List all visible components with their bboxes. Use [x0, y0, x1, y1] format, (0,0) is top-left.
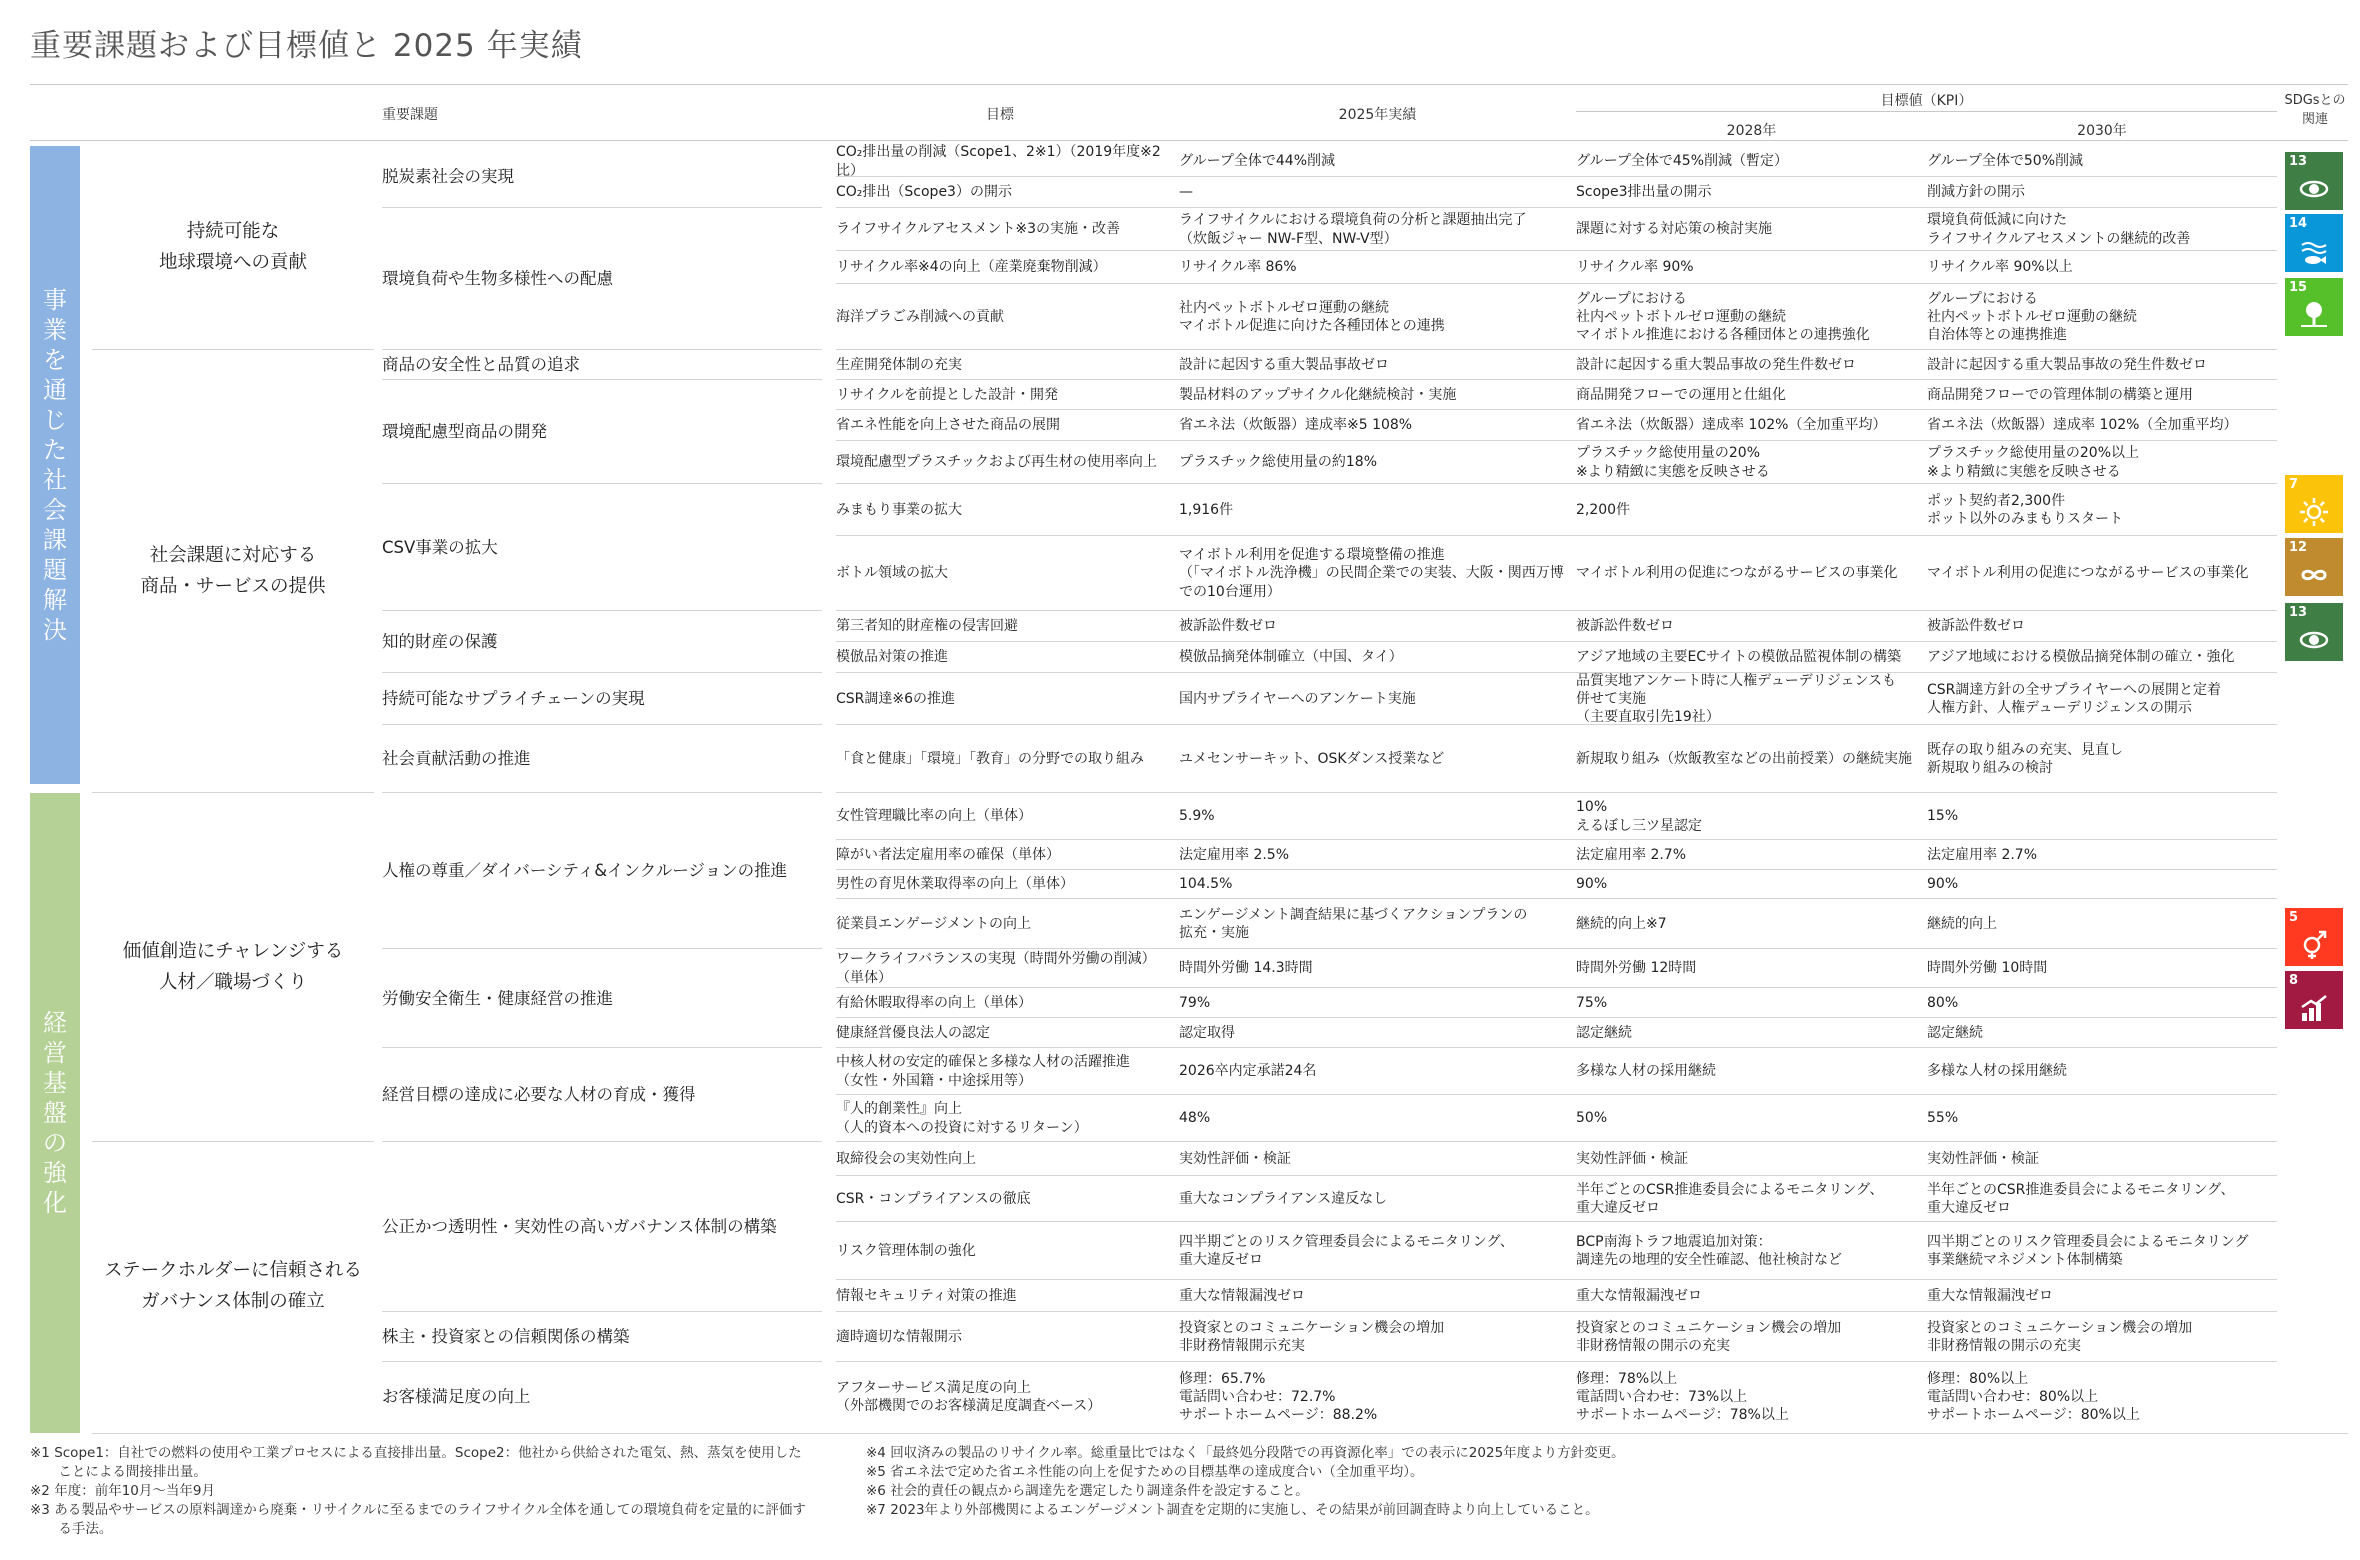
row-divider — [836, 948, 2277, 949]
kpi-2028-cell: 2,200件 — [1576, 501, 1631, 518]
goal-cell: 模倣品対策の推進 — [836, 649, 948, 666]
table-row — [836, 350, 2348, 380]
goal-cell: ライフサイクルアセスメント※3の実施・改善 — [836, 221, 1120, 238]
actual-2025-cell: プラスチック総使用量の約18% — [1179, 454, 1377, 471]
kpi-2030-cell: 投資家とのコミュニケーション機会の増加 非財務情報の開示の充実 — [1927, 1319, 2193, 1354]
table-row — [836, 484, 2348, 536]
issue-divider — [382, 948, 822, 949]
kpi-2028-cell: プラスチック総使用量の20% ※より精緻に実態を反映させる — [1576, 445, 1770, 480]
actual-2025-cell: 認定取得 — [1179, 1024, 1235, 1041]
actual-2025-cell: ライフサイクルにおける環境負荷の分析と課題抽出完了 （炊飯ジャー NW-F型、NW-V型） — [1179, 212, 1527, 247]
goal-cell: 省エネ性能を向上させた商品の展開 — [836, 417, 1060, 434]
goal-cell: CSR調達※6の推進 — [836, 690, 956, 707]
kpi-2030-cell: 被訴訟件数ゼロ — [1927, 618, 2025, 635]
issue-label: 株主・投資家との信頼関係の構築 — [382, 1327, 630, 1347]
goal-cell: リスク管理体制の強化 — [836, 1242, 976, 1259]
table-row — [836, 949, 2348, 988]
row-divider — [836, 176, 2277, 177]
table-row — [836, 1362, 2348, 1432]
header-sdgs: SDGsとの 関連 — [2284, 93, 2346, 127]
goal-cell: リサイクルを前提とした設計・開発 — [836, 386, 1059, 403]
table-row — [836, 1142, 2348, 1176]
issue-label: 環境負荷や生物多様性への配慮 — [382, 269, 613, 289]
category-divider — [92, 349, 374, 350]
row-divider — [836, 672, 2277, 673]
issue-label: CSV事業の拡大 — [382, 537, 498, 557]
kpi-2030-cell: 既存の取り組みの充実、見直し 新規取り組みの検討 — [1927, 741, 2123, 776]
kpi-2028-cell: 品質実地アンケート時に人権デューデリジェンスも 併せて実施 （主要直取引先19社） — [1576, 672, 1897, 726]
table-row — [836, 673, 2348, 725]
kpi-2028-cell: 省エネ法（炊飯器）達成率 102%（全加重平均） — [1576, 417, 1887, 434]
kpi-2028-cell: 10% えるぼし三ツ星認定 — [1576, 799, 1702, 834]
category-divider — [92, 1141, 374, 1142]
row-divider — [836, 1361, 2277, 1362]
row-divider — [836, 207, 2277, 208]
row-divider — [836, 1141, 2277, 1142]
table-row — [836, 725, 2348, 793]
actual-2025-cell: 法定雇用率 2.5% — [1179, 846, 1290, 863]
category-label: 持続可能な 地球環境への貢献 — [158, 221, 307, 273]
table-row — [836, 1048, 2348, 1095]
footnotes-left — [30, 1444, 810, 1538]
row-divider — [836, 898, 2277, 899]
table-row — [836, 988, 2348, 1018]
kpi-2030-cell: CSR調達方針の全サプライヤーへの展開と定着 人権方針、人権デューデリジェンスの開示 — [1927, 681, 2221, 716]
kpi-2030-cell: 多様な人材の採用継続 — [1927, 1063, 2067, 1080]
actual-2025-cell: 投資家とのコミュニケーション機会の増加 非財務情報開示充実 — [1179, 1319, 1445, 1354]
kpi-2028-cell: 課題に対する対応策の検討実施 — [1576, 221, 1772, 238]
sdg-goal-13-icon — [2285, 152, 2343, 210]
goal-cell: 生産開発体制の充実 — [836, 356, 962, 373]
actual-2025-cell: 四半期ごとのリスク管理委員会によるモニタリング、 重大違反ゼロ — [1179, 1233, 1514, 1268]
goal-cell: 健康経営優良法人の認定 — [836, 1024, 990, 1041]
kpi-2028-cell: 投資家とのコミュニケーション機会の増加 非財務情報の開示の充実 — [1576, 1319, 1842, 1354]
actual-2025-cell: 時間外労働 14.3時間 — [1179, 960, 1313, 977]
kpi-2028-cell: 90% — [1576, 876, 1608, 893]
table-row — [836, 1095, 2348, 1142]
sdg-goal-5-icon — [2285, 908, 2343, 966]
kpi-2030-cell: リサイクル率 90%以上 — [1927, 259, 2073, 276]
table-row — [836, 284, 2348, 350]
footnote: ※5 省エネ法で定めた省エネ性能の向上を促すための目標基準の達成度合い（全加重平均）。 — [866, 1463, 1424, 1480]
table-row — [836, 1280, 2348, 1312]
table-row — [836, 793, 2348, 840]
kpi-2028-cell: 認定継続 — [1576, 1024, 1632, 1041]
goal-cell: 障がい者法定雇用率の確保（単体） — [836, 846, 1060, 863]
issue-divider — [382, 207, 822, 208]
table-row — [836, 1018, 2348, 1048]
actual-2025-cell: 国内サプライヤーへのアンケート実施 — [1179, 690, 1416, 707]
sdg-number: 15 — [2289, 280, 2308, 295]
kpi-2030-cell: グループにおける 社内ペットボトルゼロ運動の継続 自治体等との連携推進 — [1927, 290, 2137, 344]
row-divider — [836, 409, 2277, 410]
actual-2025-cell: 重大なコンプライアンス違反なし — [1179, 1190, 1388, 1207]
header-goal: 目標 — [986, 107, 1014, 123]
kpi-2030-cell: 四半期ごとのリスク管理委員会によるモニタリング 事業継続マネジメント体制構築 — [1927, 1233, 2249, 1268]
goal-cell: 『人的創業性』向上 （人的資本への投資に対するリターン） — [836, 1101, 1088, 1136]
row-divider — [836, 1047, 2277, 1048]
issue-divider — [382, 1141, 822, 1142]
sdg-number: 5 — [2289, 910, 2299, 925]
kpi-2028-cell: 50% — [1576, 1110, 1608, 1127]
goal-cell: ワークライフバランスの実現（時間外労働の削減） （単体） — [836, 951, 1156, 986]
actual-2025-cell: 被訴訟件数ゼロ — [1179, 618, 1277, 635]
actual-2025-cell: 5.9% — [1179, 808, 1215, 825]
section-management-foundation — [30, 793, 80, 1433]
goal-cell: CO₂排出量の削減（Scope1、2※1）（2019年度※2比） — [836, 144, 1161, 179]
sdg-number: 8 — [2289, 973, 2299, 988]
kpi-2030-cell: 法定雇用率 2.7% — [1927, 846, 2038, 863]
actual-2025-cell: グループ全体で44%削減 — [1179, 153, 1335, 170]
kpi-2030-cell: 修理：80%以上 電話問い合わせ：80%以上 サポートホームページ：80%以上 — [1927, 1370, 2140, 1424]
sdg-goal-8-icon — [2285, 971, 2343, 1029]
goal-cell: 男性の育児休業取得率の向上（単体） — [836, 876, 1074, 893]
table-row — [836, 1312, 2348, 1362]
row-divider — [836, 1279, 2277, 1280]
kpi-2030-cell: 半年ごとのCSR推進委員会によるモニタリング、 重大違反ゼロ — [1927, 1181, 2235, 1216]
section-label: 事業を通じた社会課題解決 — [43, 286, 69, 644]
top-rule — [30, 84, 2348, 85]
kpi-2030-cell: アジア地域における模倣品摘発体制の確立・強化 — [1927, 649, 2235, 666]
kpi-2028-cell: 多様な人材の採用継続 — [1576, 1063, 1716, 1080]
category-divider — [92, 792, 374, 793]
row-divider — [836, 641, 2277, 642]
sdg-goal-7-icon — [2285, 475, 2343, 533]
kpi-2028-cell: マイボトル利用の促進につながるサービスの事業化 — [1576, 565, 1898, 582]
category-label: 社会課題に対応する 商品・サービスの提供 — [140, 544, 326, 597]
header-2030: 2030年 — [2077, 123, 2127, 139]
issue-label: 公正かつ透明性・実効性の高いガバナンス体制の構築 — [382, 1217, 777, 1237]
kpi-2030-cell: ポット契約者2,300件 ポット以外のみまもりスタート — [1927, 492, 2123, 527]
actual-2025-cell: ユメセンサーキット、OSKダンス授業など — [1179, 750, 1445, 767]
kpi-2030-cell: 90% — [1927, 876, 1959, 893]
issue-label: 人権の尊重／ダイバーシティ&インクルージョンの推進 — [382, 861, 788, 881]
row-divider — [836, 610, 2277, 611]
goal-cell: 女性管理職比率の向上（単体） — [836, 808, 1032, 825]
section-social-issues — [30, 146, 80, 784]
footnote: ※3 ある製品やサービスの原料調達から廃棄・リサイクルに至るまでのライフサイクル全体を通しての環境負荷を定量的に評価する手法。 — [30, 1501, 806, 1537]
sdg-number: 14 — [2289, 216, 2308, 231]
issue-label: 持続可能なサプライチェーンの実現 — [382, 689, 645, 709]
table-row — [836, 251, 2348, 284]
issue-divider — [382, 349, 822, 350]
kpi-2028-cell: 75% — [1576, 994, 1608, 1011]
table-row — [836, 536, 2348, 611]
table-row — [836, 441, 2348, 484]
table-row — [836, 899, 2348, 949]
row-divider — [836, 535, 2277, 536]
footnote: ※1 Scope1：自社での燃料の使用や工業プロセスによる直接排出量。Scope2：他社から供給された電気、熱、蒸気を使用したことによる間接排出量。 — [30, 1445, 802, 1480]
actual-2025-cell: 48% — [1179, 1110, 1211, 1127]
kpi-2028-cell: 法定雇用率 2.7% — [1576, 846, 1687, 863]
goal-cell: 適時適切な情報開示 — [836, 1328, 962, 1345]
kpi-2030-cell: 55% — [1927, 1110, 1959, 1127]
footnote: ※2 年度：前年10月～当年9月 — [30, 1482, 215, 1499]
table-row — [836, 1222, 2348, 1280]
issue-label: 脱炭素社会の実現 — [382, 167, 514, 187]
table-bottom-rule — [92, 1433, 2348, 1434]
issue-label: お客様満足度の向上 — [382, 1387, 531, 1407]
kpi-2030-cell: 認定継続 — [1927, 1024, 1983, 1041]
kpi-2030-cell: 15% — [1927, 808, 1959, 825]
sdg-number: 12 — [2289, 540, 2308, 555]
table-row — [836, 611, 2348, 642]
table-row — [836, 380, 2348, 410]
kpi-2030-cell: 継続的向上 — [1927, 915, 1997, 932]
kpi-2028-cell: 新規取り組み（炊飯教室などの出前授業）の継続実施 — [1576, 750, 1912, 767]
issue-divider — [382, 1311, 822, 1312]
kpi-2030-cell: マイボトル利用の促進につながるサービスの事業化 — [1927, 565, 2249, 582]
row-divider — [836, 792, 2277, 793]
row-divider — [836, 724, 2277, 725]
section-label: 経営基盤の強化 — [43, 1009, 69, 1217]
kpi-2028-cell: リサイクル率 90% — [1576, 259, 1694, 276]
issue-divider — [382, 483, 822, 484]
row-divider — [836, 379, 2277, 380]
goal-cell: 中核人材の安定的確保と多様な人材の活躍推進 （女性・外国籍・中途採用等） — [836, 1054, 1130, 1089]
goal-cell: 環境配慮型プラスチックおよび再生材の使用率向上 — [836, 454, 1157, 471]
actual-2025-cell: 設計に起因する重大製品事故ゼロ — [1179, 356, 1389, 373]
header-issue: 重要課題 — [382, 107, 438, 123]
goal-cell: みまもり事業の拡大 — [836, 501, 962, 518]
table-row — [836, 208, 2348, 251]
table-row — [836, 642, 2348, 673]
goal-cell: 取締役会の実効性向上 — [836, 1150, 976, 1167]
table-row — [836, 410, 2348, 441]
row-divider — [836, 283, 2277, 284]
goal-cell: 「食と健康」「環境」「教育」の分野での取り組み — [836, 750, 1144, 767]
header-bottom-rule — [30, 140, 2348, 141]
issue-divider — [382, 724, 822, 725]
actual-2025-cell: 修理：65.7% 電話問い合わせ：72.7% サポートホームページ：88.2% — [1179, 1370, 1378, 1424]
goal-cell: CO₂排出（Scope3）の開示 — [836, 184, 1012, 201]
row-divider — [836, 869, 2277, 870]
kpi-2028-cell: 設計に起因する重大製品事故の発生件数ゼロ — [1576, 356, 1856, 373]
actual-2025-cell: マイボトル利用を促進する環境整備の推進 （「マイボトル洗浄機」の民間企業での実装、大阪・関西万博 での10台運用） — [1179, 547, 1564, 600]
issue-divider — [382, 1047, 822, 1048]
goal-cell: 海洋プラごみ削減への貢献 — [836, 308, 1004, 325]
issue-label: 商品の安全性と品質の追求 — [382, 355, 580, 375]
kpi-2030-cell: 環境負荷低減に向けた ライフサイクルアセスメントの継続的改善 — [1927, 212, 2191, 247]
issue-label: 経営目標の達成に必要な人材の育成・獲得 — [382, 1085, 696, 1105]
actual-2025-cell: 実効性評価・検証 — [1179, 1150, 1291, 1167]
kpi-2028-cell: 実効性評価・検証 — [1576, 1150, 1688, 1167]
kpi-2028-cell: 被訴訟件数ゼロ — [1576, 618, 1674, 635]
actual-2025-cell: 1,916件 — [1179, 501, 1234, 518]
sdg-goal-15-icon — [2285, 278, 2343, 336]
kpi-2028-cell: 重大な情報漏洩ゼロ — [1576, 1287, 1702, 1304]
kpi-2030-cell: 時間外労働 10時間 — [1927, 960, 2048, 977]
footnote: ※6 社会的責任の観点から調達先を選定したり調達条件を設定すること。 — [866, 1482, 1309, 1499]
kpi-2028-cell: 時間外労働 12時間 — [1576, 960, 1697, 977]
kpi-2030-cell: 重大な情報漏洩ゼロ — [1927, 1287, 2053, 1304]
sdg-number: 7 — [2289, 477, 2299, 492]
actual-2025-cell: エンゲージメント調査結果に基づくアクションプランの 拡充・実施 — [1179, 906, 1528, 941]
kpi-rule — [1576, 111, 2277, 112]
kpi-2028-cell: 修理：78%以上 電話問い合わせ：73%以上 サポートホームページ：78%以上 — [1576, 1370, 1789, 1424]
kpi-2028-cell: アジア地域の主要ECサイトの模倣品監視体制の構築 — [1576, 649, 1902, 666]
footnote: ※7 2023年より外部機関によるエンゲージメント調査を定期的に実施し、その結果が前回調査時より向上していること。 — [866, 1501, 1599, 1518]
kpi-2030-cell: 80% — [1927, 994, 1959, 1011]
row-divider — [836, 839, 2277, 840]
kpi-2028-cell: 継続的向上※7 — [1576, 915, 1667, 932]
row-divider — [836, 1017, 2277, 1018]
table-row — [836, 177, 2348, 208]
row-divider — [836, 1221, 2277, 1222]
issue-divider — [382, 610, 822, 611]
issue-label: 労働安全衛生・健康経営の推進 — [382, 988, 613, 1008]
row-divider — [836, 1175, 2277, 1176]
row-divider — [836, 483, 2277, 484]
category-label: ステークホルダーに信頼される ガバナンス体制の確立 — [104, 1260, 362, 1312]
sdg-goal-13-icon — [2285, 603, 2343, 661]
kpi-2028-cell: 半年ごとのCSR推進委員会によるモニタリング、 重大違反ゼロ — [1576, 1181, 1884, 1216]
table-row — [836, 870, 2348, 899]
issue-divider — [382, 379, 822, 380]
header-2028: 2028年 — [1726, 123, 1777, 139]
kpi-2030-cell: 実効性評価・検証 — [1927, 1150, 2039, 1167]
category-label: 価値創造にチャレンジする 人材／職場づくり — [122, 940, 344, 993]
kpi-2030-cell: プラスチック総使用量の20%以上 ※より精緻に実態を反映させる — [1927, 445, 2139, 480]
goal-cell: 従業員エンゲージメントの向上 — [836, 915, 1032, 932]
actual-2025-cell: 省エネ法（炊飯器）達成率※5 108% — [1179, 417, 1413, 434]
issue-divider — [382, 792, 822, 793]
issue-label: 知的財産の保護 — [382, 632, 498, 652]
actual-2025-cell: 79% — [1179, 994, 1211, 1011]
actual-2025-cell: 模倣品摘発体制確立（中国、タイ） — [1179, 649, 1403, 666]
kpi-2028-cell: グループにおける 社内ペットボトルゼロ運動の継続 マイボトル推進における各種団体との連携強化 — [1576, 290, 1870, 344]
row-divider — [836, 1094, 2277, 1095]
issue-label: 環境配慮型商品の開発 — [382, 422, 547, 442]
goal-cell: ボトル領域の拡大 — [836, 565, 948, 582]
kpi-2028-cell: 商品開発フローでの運用と仕組化 — [1576, 386, 1786, 403]
actual-2025-cell: 104.5% — [1179, 876, 1233, 893]
kpi-2030-cell: 省エネ法（炊飯器）達成率 102%（全加重平均） — [1927, 417, 2238, 434]
table-row — [836, 146, 2348, 177]
sdg-goal-14-icon — [2285, 214, 2343, 272]
sdg-goal-12-icon — [2285, 538, 2343, 596]
goal-cell: 情報セキュリティ対策の推進 — [836, 1287, 1017, 1304]
header-actual: 2025年実績 — [1338, 107, 1417, 123]
row-divider — [836, 440, 2277, 441]
kpi-2030-cell: グループ全体で50%削減 — [1927, 153, 2083, 170]
kpi-2030-cell: 削減方針の開示 — [1927, 184, 2025, 201]
actual-2025-cell: 2026卒内定承諾24名 — [1179, 1063, 1317, 1080]
issue-divider — [382, 672, 822, 673]
table-row — [836, 840, 2348, 870]
footnotes-right — [866, 1444, 2346, 1520]
kpi-2030-cell: 商品開発フローでの管理体制の構築と運用 — [1927, 386, 2193, 403]
actual-2025-cell: 重大な情報漏洩ゼロ — [1179, 1287, 1305, 1304]
goal-cell: CSR・コンプライアンスの徹底 — [836, 1190, 1031, 1207]
actual-2025-cell: 製品材料のアップサイクル化継続検討・実施 — [1179, 386, 1457, 403]
goal-cell: 有給休暇取得率の向上（単体） — [836, 994, 1032, 1011]
kpi-2030-cell: 設計に起因する重大製品事故の発生件数ゼロ — [1927, 356, 2207, 373]
goal-cell: アフターサービス満足度の向上 （外部機関でのお客様満足度調査ベース） — [836, 1379, 1102, 1414]
kpi-2028-cell: Scope3排出量の開示 — [1576, 184, 1712, 201]
row-divider — [836, 1311, 2277, 1312]
sdg-number: 13 — [2289, 605, 2308, 620]
kpi-2028-cell: グループ全体で45%削減（暫定） — [1576, 153, 1788, 170]
issue-divider — [382, 1361, 822, 1362]
row-divider — [836, 250, 2277, 251]
sdg-number: 13 — [2289, 154, 2308, 169]
goal-cell: リサイクル率※4の向上（産業廃棄物削減） — [836, 259, 1107, 276]
issue-label: 社会貢献活動の推進 — [382, 749, 531, 769]
goal-cell: 第三者知的財産権の侵害回避 — [836, 618, 1018, 635]
actual-2025-cell: — — [1179, 184, 1193, 201]
row-divider — [836, 987, 2277, 988]
page-title: 重要課題および目標値と 2025 年実績 — [30, 28, 583, 64]
row-divider — [836, 349, 2277, 350]
header-kpi: 目標値（KPI） — [1880, 93, 1973, 109]
kpi-2028-cell: BCP南海トラフ地震追加対策： 調達先の地理的安全性確認、他社検討など — [1576, 1233, 1842, 1268]
table-row — [836, 1176, 2348, 1222]
actual-2025-cell: リサイクル率 86% — [1179, 259, 1297, 276]
actual-2025-cell: 社内ペットボトルゼロ運動の継続 マイボトル促進に向けた各種団体との連携 — [1179, 299, 1445, 334]
footnote: ※4 回収済みの製品のリサイクル率。総重量比ではなく「最終処分段階での再資源化率」での表示に2025年度より方針変更。 — [866, 1445, 1625, 1461]
